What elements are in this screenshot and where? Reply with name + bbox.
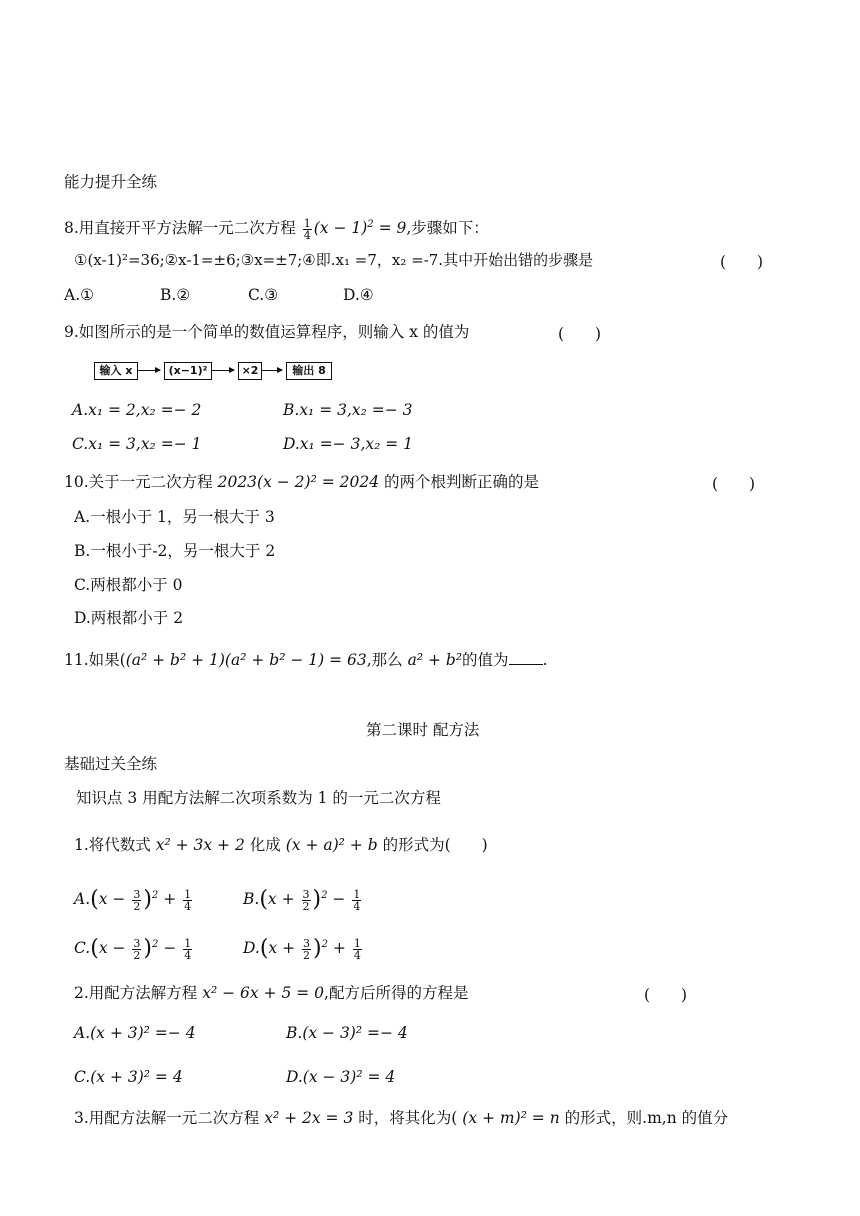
q8-option-a[interactable]: A.①	[64, 286, 95, 304]
q1-option-c[interactable]: C.(x − $\frac{3}{2}$ )$^2$ − $\frac{1}{4}$	[74, 936, 192, 962]
q8-equation: $(x - 1)^2 = 9$	[313, 219, 407, 238]
q2-answer-paren: ( )	[644, 986, 688, 1004]
q10-stem-a: 10.关于一元二次方程	[64, 473, 213, 491]
q2-stem-a: 2.用配方法解方程	[74, 984, 198, 1002]
q8-option-d[interactable]: D.④	[343, 286, 374, 304]
q2-option-c[interactable]: C.(x + 3)² = 4	[74, 1068, 183, 1086]
q10-option-a[interactable]: A.一根小于 1，另一根大于 3	[74, 508, 275, 526]
q1-stem-c: 的形式为( )	[382, 836, 488, 854]
q8-stem-a: 8.用直接开平方法解一元二次方程	[64, 219, 296, 238]
q9-option-d[interactable]: D.x₁ =− 3,x₂ = 1	[283, 435, 414, 453]
q8-answer-paren: ( )	[720, 253, 764, 271]
q2-option-d[interactable]: D.(x − 3)² = 4	[286, 1068, 396, 1086]
question-3-stem	[74, 1108, 728, 1128]
flow-arrow-3	[262, 370, 282, 371]
flow-box-times2: ×2	[238, 362, 262, 380]
q1-option-d[interactable]: D.(x + $\frac{3}{2}$ )$^2$ + $\frac{1}{4}$	[243, 936, 361, 962]
q2-option-a[interactable]: A.(x + 3)² =− 4	[74, 1024, 196, 1042]
flow-box-square: (x−1)²	[164, 362, 212, 380]
q9-option-a[interactable]: A.x₁ = 2,x₂ =− 2	[72, 401, 202, 419]
q10-option-c[interactable]: C.两根都小于 0	[74, 576, 183, 594]
q9-flow-diagram	[94, 360, 334, 382]
q11-equation: (a² + b² + 1)(a² + b² − 1) = 63	[125, 651, 367, 669]
q10-equation: 2023(x − 2)² = 2024	[217, 473, 380, 491]
flow-box-input: 输入 x	[94, 362, 138, 380]
flow-box-output: 输出 8	[286, 362, 332, 380]
q10-answer-paren: ( )	[712, 475, 756, 493]
q3-stem-c: 的形式，则.m,n 的值分	[564, 1109, 729, 1127]
question-9-stem: 9.如图所示的是一个简单的数值运算程序，则输入 x 的值为	[64, 323, 470, 341]
q1-stem-a: 1.将代数式	[74, 836, 151, 854]
flow-arrow-2	[212, 370, 234, 371]
q1-expression-1: x² + 3x + 2	[155, 836, 245, 854]
question-8-steps: ①(x-1)²=36;②x-1=±6;③x=±7;④即.x₁ =7，x₂ =-7.其中开始出错的步骤是	[74, 251, 594, 269]
q11-stem-b: ,那么	[366, 651, 403, 669]
question-10-stem	[64, 472, 539, 492]
knowledge-point-3: 知识点 3 用配方法解二次项系数为 1 的一元二次方程	[76, 789, 441, 807]
q11-stem-a: 11.如果(	[64, 651, 126, 669]
question-11-stem	[64, 650, 548, 670]
q8-stem-b: ,步骤如下：	[406, 219, 489, 238]
q10-stem-b: 的两个根判断正确的是	[384, 473, 540, 491]
q3-stem-a: 3.用配方法解一元二次方程	[74, 1109, 260, 1127]
q3-form: (x + m)² = n	[462, 1109, 560, 1127]
q9-answer-paren: ( )	[558, 325, 602, 343]
q11-end: .	[542, 651, 548, 669]
q1-option-a[interactable]: A.(x − $\frac{3}{2}$ )$^2$ + $\frac{1}{4}$	[74, 887, 192, 913]
q2-equation: x² − 6x + 5 = 0	[202, 984, 325, 1002]
q1-expression-2: (x + a)² + b	[285, 836, 378, 854]
section-title-ability: 能力提升全练	[64, 173, 158, 191]
q8-option-b[interactable]: B.②	[160, 286, 191, 304]
q8-fraction: $\frac{1}{4}$	[303, 216, 311, 242]
q2-stem-b: ,配方后所得的方程是	[324, 984, 469, 1002]
q11-expression: a² + b²	[407, 651, 463, 669]
q11-stem-c: 的值为	[462, 651, 509, 669]
q11-answer-blank[interactable]	[509, 650, 543, 665]
lesson-title: 第二课时 配方法	[366, 721, 480, 739]
question-2-stem	[74, 983, 468, 1003]
q1-stem-b: 化成	[249, 836, 281, 854]
question-1-stem	[74, 835, 488, 855]
q8-option-c[interactable]: C.③	[248, 286, 279, 304]
q3-stem-b: 时，将其化为(	[358, 1109, 458, 1127]
q10-option-b[interactable]: B.一根小于-2，另一根大于 2	[74, 542, 276, 560]
question-8-stem	[64, 215, 489, 241]
q1-option-b[interactable]: B.(x + $\frac{3}{2}$ )$^2$ − $\frac{1}{4}$	[243, 887, 361, 913]
q9-option-b[interactable]: B.x₁ = 3,x₂ =− 3	[283, 401, 413, 419]
q10-option-d[interactable]: D.两根都小于 2	[74, 609, 184, 627]
flow-arrow-1	[138, 370, 160, 371]
q9-option-c[interactable]: C.x₁ = 3,x₂ =− 1	[72, 435, 202, 453]
section-title-basic: 基础过关全练	[64, 755, 158, 773]
q2-option-b[interactable]: B.(x − 3)² =− 4	[286, 1024, 408, 1042]
q3-equation: x² + 2x = 3	[264, 1109, 354, 1127]
